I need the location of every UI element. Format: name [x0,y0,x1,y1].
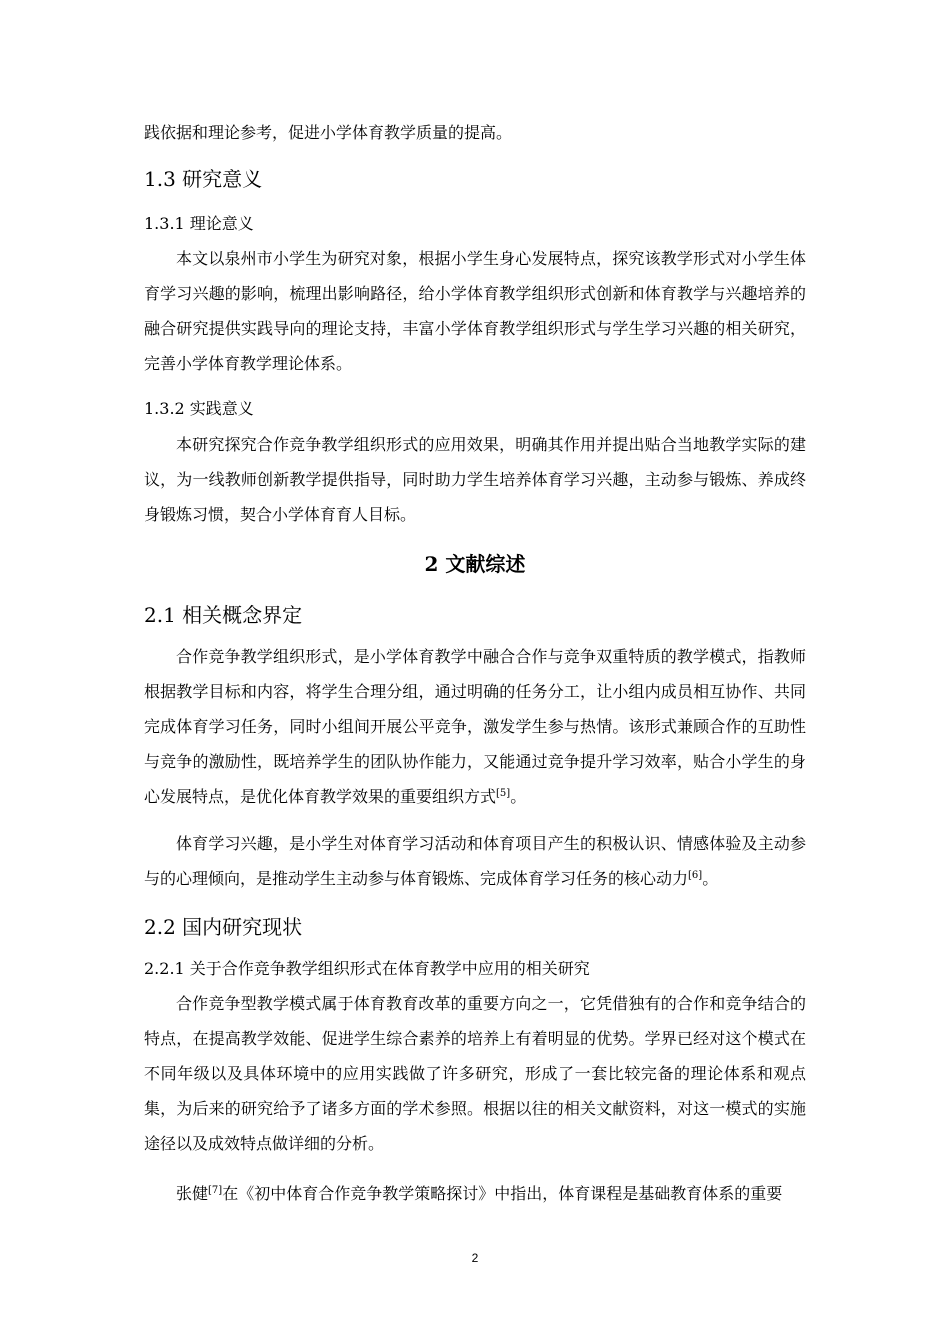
paragraph-domestic [144,986,806,1161]
paragraph-text: 在《初中体育合作竞争教学策略探讨》中指出，体育课程是基础教育体系的重要 [222,1184,783,1203]
paragraph-text: 践依据和理论参考，促进小学体育教学质量的提高。 [144,123,513,142]
heading-2-1: 2.1 相关概念界定 [144,603,303,627]
heading-2-2-1: 2.2.1 关于合作竞争教学组织形式在体育教学中应用的相关研究 [144,959,590,978]
heading-1-3: 1.3 研究意义 [144,167,263,191]
paragraph-theory [144,241,806,381]
citation-7[interactable]: [7] [208,1185,223,1196]
heading-2-2: 2.2 国内研究现状 [144,915,303,939]
paragraph-end: 。 [510,787,527,806]
paragraph-text: 本文以泉州市小学生为研究对象，根据小学生身心发展特点，探究该教学形式对小学生体育学习兴趣的影响，梳理出影响路径，给小学体育教学组织形式创新和体育教学与兴趣培养的融合研究提供实践导向的理论支持，丰富小学体育教学组织形式与学生学习兴趣的相关研究，完善小学体育教学理论体系。 [144,249,806,373]
citation-6[interactable]: [6] [688,870,703,881]
paragraph-end: 。 [702,869,719,888]
paragraph-practice [144,427,806,532]
citation-5[interactable]: [5] [496,788,511,799]
paragraph-concept-1 [144,639,806,814]
heading-1-3-2: 1.3.2 实践意义 [144,399,254,418]
paragraph-zhang [144,1176,806,1211]
paragraph-text: 本研究探究合作竞争教学组织形式的应用效果，明确其作用并提出贴合当地教学实际的建议，为一线教师创新教学提供指导，同时助力学生培养体育学习兴趣，主动参与锻炼、养成终身锻炼习惯，契合小学体育育人目标。 [144,435,806,524]
page-number: 2 [471,1251,479,1265]
paragraph-intro-tail [144,115,806,150]
paragraph-text: 合作竞争型教学模式属于体育教育改革的重要方向之一，它凭借独有的合作和竞争结合的特点，在提高教学效能、促进学生综合素养的培养上有着明显的优势。学界已经对这个模式在不同年级以及具体环境中的应用实践做了许多研究，形成了一套比较完备的理论体系和观点集，为后来的研究给予了诸多方面的学术参照。根据以往的相关文献资料，对这一模式的实施途径以及成效特点做详细的分析。 [144,994,806,1153]
author-name: 张健 [176,1184,209,1203]
paragraph-text: 合作竞争教学组织形式，是小学体育教学中融合合作与竞争双重特质的教学模式，指教师根据教学目标和内容，将学生合理分组，通过明确的任务分工，让小组内成员相互协作、共同完成体育学习任务，同时小组间开展公平竞争，激发学生参与热情。该形式兼顾合作的互助性与竞争的激励性，既培养学生的团队协作能力，又能通过竞争提升学习效率，贴合小学生的身心发展特点，是优化体育教学效果的重要组织方式 [144,647,806,806]
heading-1-3-1: 1.3.1 理论意义 [144,214,254,233]
chapter-2-title: 2 文献综述 [424,552,526,576]
paragraph-text: 体育学习兴趣，是小学生对体育学习活动和体育项目产生的积极认识、情感体验及主动参与的心理倾向，是推动学生主动参与体育锻炼、完成体育学习任务的核心动力 [144,834,806,888]
paragraph-concept-2 [144,826,806,896]
